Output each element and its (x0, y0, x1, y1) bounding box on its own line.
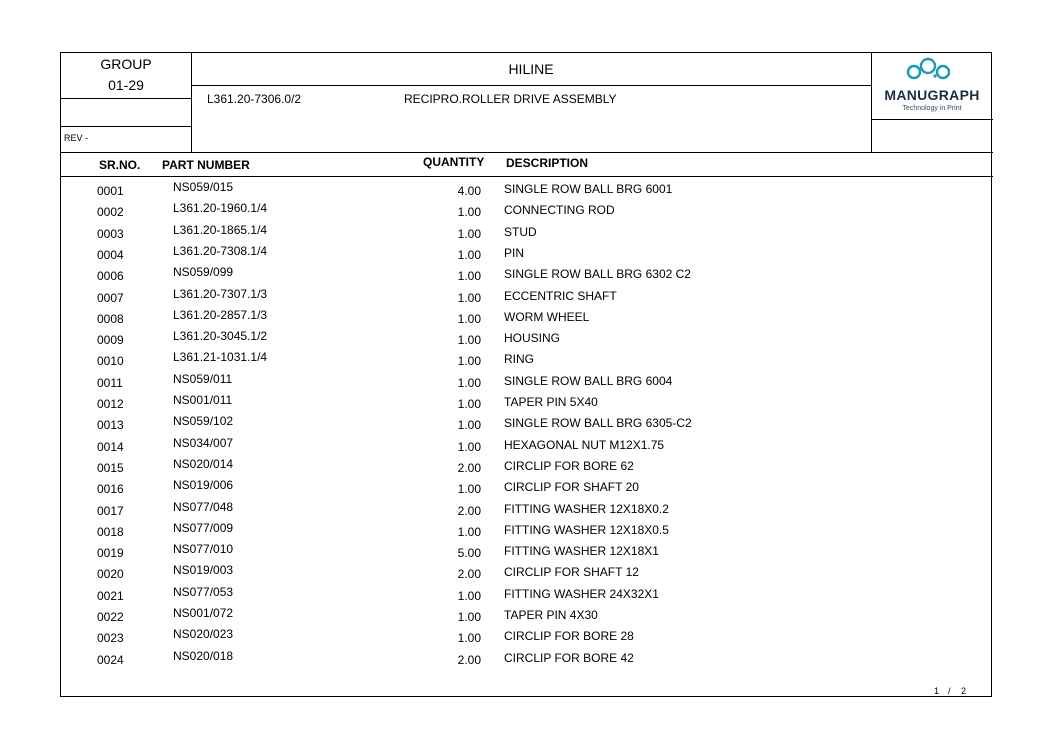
part-number-cell: NS019/006 (173, 478, 234, 493)
sr-no-cell: 0017 (97, 503, 124, 518)
part-number-cell: NS077/010 (173, 542, 234, 557)
description-cell: CIRCLIP FOR BORE 28 (504, 629, 634, 644)
part-number-cell: NS059/102 (173, 414, 234, 429)
part-number-cell: NS077/053 (173, 584, 234, 599)
group-label: GROUP (100, 56, 152, 72)
quantity-cell: 1.00 (457, 631, 481, 646)
logo-cell-bottom (871, 119, 993, 120)
quantity-cell: 1.00 (457, 418, 481, 433)
page-number-current: 1 (934, 686, 940, 696)
quantity-cell: 1.00 (457, 333, 481, 348)
sr-no-cell: 0001 (97, 184, 124, 198)
quantity-cell: 1.00 (457, 588, 481, 603)
quantity-cell: 1.00 (457, 482, 481, 497)
description-cell: SINGLE ROW BALL BRG 6305-C2 (504, 416, 692, 431)
description-cell: STUD (504, 224, 537, 239)
revision-label: REV - (64, 133, 89, 143)
table-row (61, 223, 993, 244)
description-cell: PIN (504, 245, 525, 260)
part-number-cell: L361.20-2857.1/3 (173, 307, 268, 322)
title-cell-bottom (191, 85, 871, 86)
quantity-cell: 1.00 (457, 439, 481, 454)
table-row (61, 350, 993, 371)
quantity-cell: 1.00 (457, 247, 481, 262)
quantity-cell: 4.00 (457, 184, 481, 198)
description-cell: RING (504, 352, 534, 367)
part-number-cell: NS001/011 (173, 393, 233, 407)
parts-list-sheet (60, 52, 992, 697)
description-cell: TAPER PIN 5X40 (504, 395, 598, 409)
part-number-cell: NS020/018 (173, 648, 234, 663)
column-header-bottom-line (61, 176, 993, 177)
table-row (61, 180, 993, 201)
column-header-description: DESCRIPTION (506, 156, 589, 170)
quantity-cell: 1.00 (457, 610, 481, 624)
table-row (61, 542, 993, 563)
description-cell: CIRCLIP FOR BORE 42 (504, 650, 634, 665)
quantity-cell: 1.00 (457, 311, 481, 326)
quantity-cell: 1.00 (457, 524, 481, 539)
part-number-cell: L361.20-1865.1/4 (173, 222, 268, 237)
description-cell: HOUSING (504, 331, 561, 346)
sr-no-cell: 0009 (97, 333, 124, 348)
description-cell: CIRCLIP FOR BORE 62 (504, 458, 634, 473)
sr-no-cell: 0024 (97, 652, 124, 667)
part-number-cell: NS001/072 (173, 606, 234, 620)
column-header-sr-no: SR.NO. (99, 158, 141, 172)
group-cell-bottom (61, 98, 191, 99)
sr-no-cell: 0012 (97, 397, 124, 411)
description-cell: FITTING WASHER 24X32X1 (504, 586, 659, 601)
table-row (61, 244, 993, 265)
table-row (61, 201, 993, 222)
table-row (61, 606, 993, 627)
part-number-cell: NS059/015 (173, 180, 234, 194)
part-number-cell: L361.20-1960.1/4 (173, 201, 268, 216)
description-cell: CIRCLIP FOR SHAFT 12 (504, 565, 639, 580)
sr-no-cell: 0013 (97, 418, 124, 433)
table-row (61, 478, 993, 499)
table-row (61, 329, 993, 350)
part-number-cell: NS077/009 (173, 520, 234, 535)
quantity-cell: 1.00 (457, 354, 481, 369)
description-cell: SINGLE ROW BALL BRG 6302 C2 (504, 267, 691, 282)
part-number-cell: NS059/099 (173, 265, 234, 280)
table-row (61, 414, 993, 435)
column-header-part-number: PART NUMBER (162, 158, 250, 172)
sr-no-cell: 0002 (97, 205, 124, 220)
part-number-cell: L361.20-7308.1/4 (173, 243, 268, 258)
rev-cell-top (61, 126, 191, 127)
table-row (61, 521, 993, 542)
sr-no-cell: 0015 (97, 460, 124, 475)
document-number: L361.20-7306.0/2 (207, 92, 302, 106)
part-number-cell: NS020/023 (173, 627, 234, 642)
table-row (61, 393, 993, 414)
group-value: 01-29 (108, 77, 144, 93)
table-row (61, 265, 993, 286)
table-row (61, 500, 993, 521)
quantity-cell: 1.00 (457, 269, 481, 284)
page-number-total: 2 (961, 686, 967, 696)
manugraph-logo (871, 53, 993, 119)
table-row (61, 372, 993, 393)
document-title: HILINE (508, 61, 554, 77)
assembly-name: RECIPRO.ROLLER DRIVE ASSEMBLY (404, 92, 617, 106)
part-number-cell: NS059/011 (173, 371, 233, 386)
sr-no-cell: 0022 (97, 610, 124, 624)
table-row (61, 457, 993, 478)
header-bottom-line (61, 152, 993, 153)
description-cell: FITTING WASHER 12X18X0.5 (504, 522, 669, 537)
description-cell: FITTING WASHER 12X18X1 (504, 544, 659, 559)
table-row (61, 308, 993, 329)
sr-no-cell: 0003 (97, 226, 124, 241)
logo-rings-icon (871, 53, 993, 87)
sr-no-cell: 0020 (97, 567, 124, 582)
logo-name: MANUGRAPH (884, 87, 980, 103)
description-cell: FITTING WASHER 12X18X0.2 (504, 501, 669, 516)
sr-no-cell: 0021 (97, 588, 124, 603)
logo-tagline: Technology in Print (902, 105, 962, 112)
sr-no-cell: 0006 (97, 269, 124, 284)
description-cell: CONNECTING ROD (504, 203, 615, 218)
description-cell: CIRCLIP FOR SHAFT 20 (504, 480, 639, 495)
description-cell: SINGLE ROW BALL BRG 6001 (504, 182, 673, 196)
sr-no-cell: 0008 (97, 311, 124, 326)
description-cell: HEXAGONAL NUT M12X1.75 (504, 437, 665, 452)
sr-no-cell: 0014 (97, 439, 124, 454)
table-row (61, 627, 993, 648)
description-cell: ECCENTRIC SHAFT (504, 288, 617, 303)
sr-no-cell: 0023 (97, 631, 124, 646)
description-cell: TAPER PIN 4X30 (504, 608, 598, 622)
part-number-cell: L361.21-1031.1/4 (173, 350, 268, 365)
sr-no-cell: 0011 (97, 375, 123, 390)
quantity-cell: 2.00 (457, 652, 481, 667)
quantity-cell: 1.00 (457, 290, 481, 305)
quantity-cell: 2.00 (457, 460, 481, 475)
part-number-cell: NS019/003 (173, 563, 234, 578)
sr-no-cell: 0010 (97, 354, 124, 369)
sr-no-cell: 0007 (97, 290, 124, 305)
description-cell: SINGLE ROW BALL BRG 6004 (504, 373, 673, 388)
table-row (61, 563, 993, 584)
table-row (61, 585, 993, 606)
part-number-cell: NS034/007 (173, 435, 234, 450)
quantity-cell: 2.00 (457, 503, 481, 518)
part-number-cell: L361.20-7307.1/3 (173, 286, 268, 301)
quantity-cell: 1.00 (457, 226, 481, 241)
table-row (61, 436, 993, 457)
quantity-cell: 1.00 (457, 397, 481, 411)
column-header-quantity: QUANTITY (423, 155, 485, 169)
quantity-cell: 1.00 (457, 375, 481, 390)
sr-no-cell: 0016 (97, 482, 124, 497)
quantity-cell: 1.00 (457, 205, 481, 220)
part-number-cell: NS020/014 (173, 456, 234, 471)
sr-no-cell: 0018 (97, 524, 124, 539)
quantity-cell: 5.00 (457, 546, 481, 561)
table-row (61, 649, 993, 670)
quantity-cell: 2.00 (457, 567, 481, 582)
page-number-separator: / (948, 686, 951, 696)
sr-no-cell: 0019 (97, 546, 124, 561)
part-number-cell: NS077/048 (173, 499, 234, 514)
description-cell: WORM WHEEL (504, 309, 590, 324)
sr-no-cell: 0004 (97, 247, 124, 262)
part-number-cell: L361.20-3045.1/2 (173, 329, 268, 344)
table-row (61, 287, 993, 308)
